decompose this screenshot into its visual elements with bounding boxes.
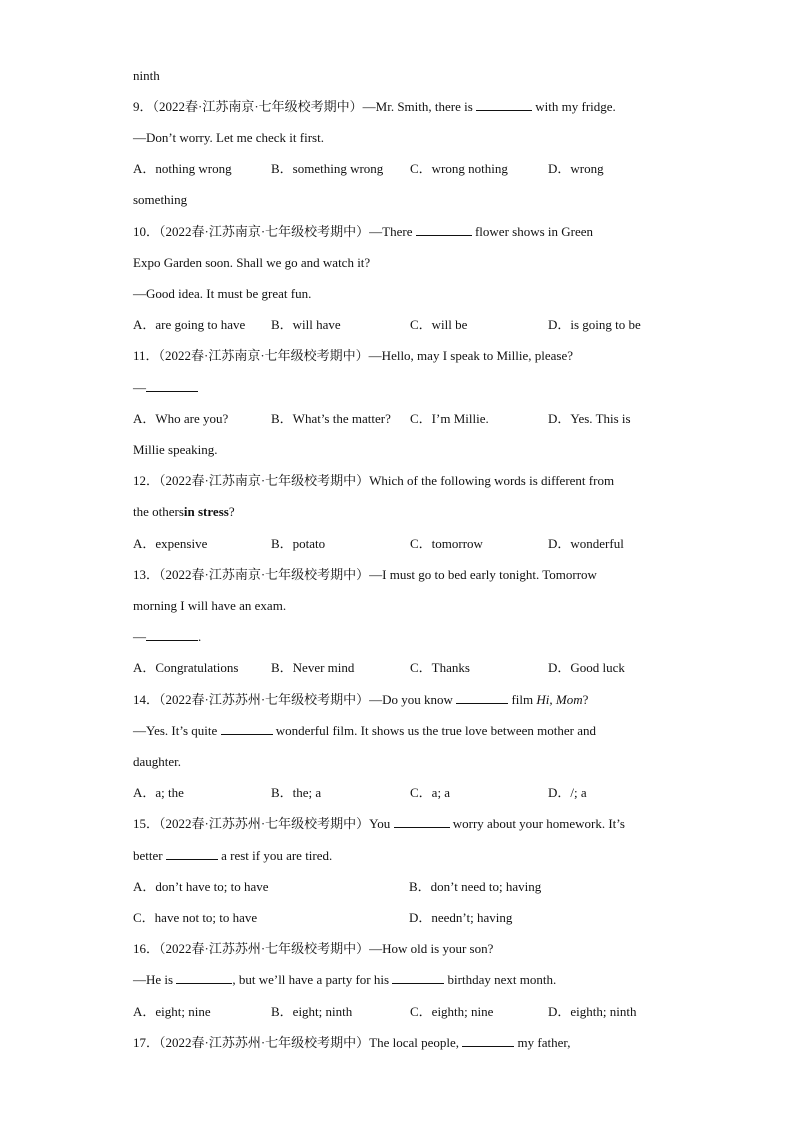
q16-line2-b: , but we’ll have a party for his [232, 972, 390, 987]
q12-option-c: C．tomorrow [410, 536, 483, 551]
q10-stem [133, 222, 593, 242]
q11-options [133, 409, 693, 429]
q15-option-c: C．have not to; to have [133, 910, 258, 925]
q17-stem-suffix: my father, [517, 1035, 571, 1050]
q16-line2-c: birthday next month. [447, 972, 557, 987]
q14-film-word: film [511, 692, 534, 707]
q9-option-tail: something [133, 192, 188, 207]
answer-blank [394, 814, 450, 828]
q15-stem [133, 814, 625, 834]
q14-option-c: C．a; a [410, 785, 451, 800]
q11-option-b: B．What’s the matter? [271, 411, 391, 426]
q13-option-c: C．Thanks [410, 660, 470, 675]
q10-options [133, 315, 693, 335]
q10-option-d: D．is going to be [548, 317, 641, 332]
answer-end: . [198, 629, 202, 644]
q16-dialog-line [133, 970, 556, 990]
q9-option-d: D．wrong [548, 161, 604, 176]
q11-option-tail: Millie speaking. [133, 442, 218, 457]
q9-stem [133, 97, 616, 117]
q14-line2-b: wonderful film. It shows us the true love between mother and [275, 723, 597, 738]
q13-answer-line [133, 627, 201, 647]
q11-option-a: A．Who are you? [133, 411, 229, 426]
q9-stem-prefix: 9．（2022春·江苏南京·七年级校考期中）—Mr. Smith, there is [133, 99, 473, 114]
q10-option-c: C．will be [410, 317, 468, 332]
q9-stem-suffix: with my fridge. [535, 99, 616, 114]
q17-stem-prefix: 17．（2022春·江苏苏州·七年级校考期中）The local people, [133, 1035, 460, 1050]
q14-line3: daughter. [133, 754, 182, 769]
q15-options-row1 [133, 877, 693, 897]
q15-options-row2 [133, 908, 693, 928]
q14-dialog-line [133, 721, 596, 741]
answer-blank [392, 970, 444, 984]
q13-option-d: D．Good luck [548, 660, 625, 675]
answer-blank [462, 1033, 514, 1047]
q14-option-a: A．a; the [133, 785, 184, 800]
answer-blank [456, 690, 508, 704]
q15-option-b: B．don’t need to; having [409, 879, 542, 894]
answer-dash: — [133, 380, 146, 395]
q14-option-b: B．the; a [271, 785, 322, 800]
q13-option-b: B．Never mind [271, 660, 355, 675]
q16-option-c: C．eighth; nine [410, 1004, 494, 1019]
q13-option-a: A．Congratulations [133, 660, 239, 675]
q12-option-b: B．potato [271, 536, 326, 551]
q12-options [133, 534, 693, 554]
q16-line2-a: —He is [133, 972, 174, 987]
q12-bold-term: in stress [183, 504, 229, 519]
q12-option-a: A．expensive [133, 536, 208, 551]
q11-answer-line [133, 378, 198, 398]
q9-dialog-line: —Don’t worry. Let me check it first. [133, 130, 324, 145]
q11-stem: 11．（2022春·江苏南京·七年级校考期中）—Hello, may I speak to Millie, please? [133, 348, 574, 363]
q15-option-a: A．don’t have to; to have [133, 879, 269, 894]
q8-option-tail: ninth [133, 68, 160, 83]
q10-stem-suffix: flower shows in Green [474, 224, 594, 239]
q13-stem-line2: morning I will have an exam. [133, 598, 287, 613]
q14-film-title: Hi, Mom [536, 692, 583, 707]
q12-line2-end: ? [228, 504, 235, 519]
q9-option-c: C．wrong nothing [410, 161, 508, 176]
q16-options [133, 1002, 693, 1022]
q12-stem: 12．（2022春·江苏南京·七年级校考期中）Which of the following words is different from [133, 473, 615, 488]
q9-option-a: A．nothing wrong [133, 161, 232, 176]
q14-options [133, 783, 693, 803]
q15-stem-suffix: worry about your homework. It’s [452, 816, 625, 831]
q12-option-d: D．wonderful [548, 536, 624, 551]
q13-options [133, 658, 693, 678]
answer-blank [416, 222, 472, 236]
answer-blank [476, 97, 532, 111]
q10-option-a: A．are going to have [133, 317, 246, 332]
q13-stem: 13．（2022春·江苏南京·七年级校考期中）—I must go to bed early tonight. Tomorrow [133, 567, 597, 582]
answer-dash: — [133, 629, 146, 644]
q15-stem-prefix: 15．（2022春·江苏苏州·七年级校考期中）You [133, 816, 391, 831]
q11-option-c: C．I’m Millie. [410, 411, 489, 426]
q10-stem-line2: Expo Garden soon. Shall we go and watch it? [133, 255, 371, 270]
answer-blank [166, 846, 218, 860]
answer-blank [176, 970, 232, 984]
q15-stem-line2 [133, 846, 332, 866]
q14-line2-a: —Yes. It’s quite [133, 723, 218, 738]
q10-dialog-line: —Good idea. It must be great fun. [133, 286, 312, 301]
q16-option-b: B．eight; ninth [271, 1004, 353, 1019]
q14-option-d: D．/; a [548, 785, 587, 800]
q14-qmark: ? [582, 692, 589, 707]
answer-blank [146, 378, 198, 392]
q10-stem-prefix: 10．（2022春·江苏南京·七年级校考期中）—There [133, 224, 413, 239]
q15-option-d: D．needn’t; having [409, 910, 513, 925]
q16-option-d: D．eighth; ninth [548, 1004, 637, 1019]
q9-options [133, 159, 693, 179]
answer-blank [221, 721, 273, 735]
q15-line2-a: better [133, 848, 163, 863]
q12-stem-line2 [133, 502, 235, 522]
q16-option-a: A．eight; nine [133, 1004, 211, 1019]
q9-option-b: B．something wrong [271, 161, 384, 176]
q15-line2-b: a rest if you are tired. [221, 848, 333, 863]
q14-stem-prefix: 14．（2022春·江苏苏州·七年级校考期中）—Do you know [133, 692, 453, 707]
q14-stem [133, 690, 588, 710]
q17-stem [133, 1033, 570, 1053]
q12-line2-text: the others [133, 504, 184, 519]
q16-stem: 16．（2022春·江苏苏州·七年级校考期中）—How old is your son? [133, 941, 494, 956]
answer-blank [146, 627, 198, 641]
q11-option-d: D．Yes. This is [548, 411, 631, 426]
q10-option-b: B．will have [271, 317, 341, 332]
